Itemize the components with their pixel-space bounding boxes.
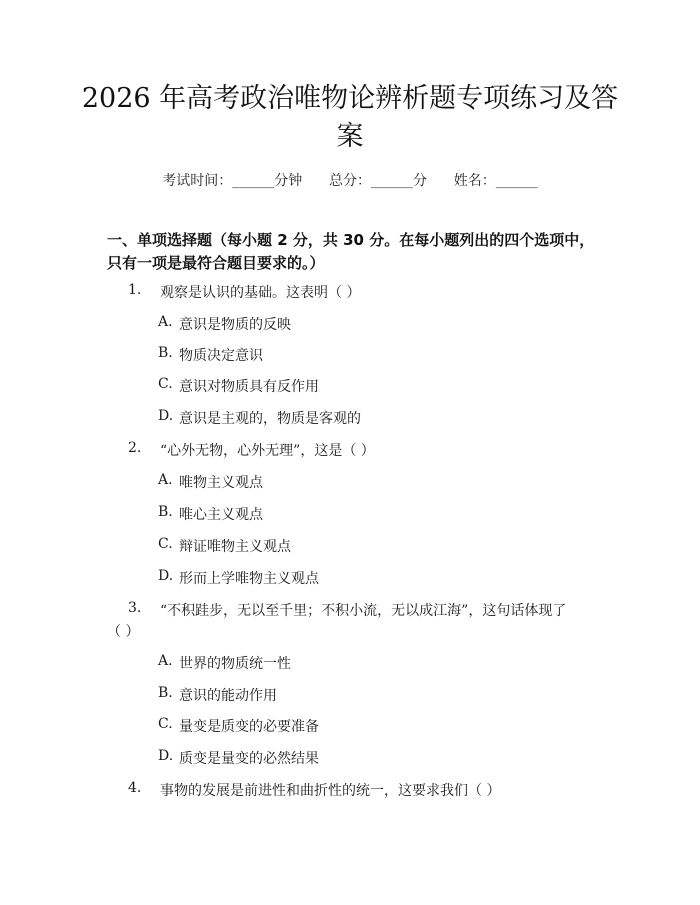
question-stem-continued: （ ） (107, 624, 140, 640)
question-stem: 事物的发展是前进性和曲折性的统一，这要求我们（ ） (160, 783, 501, 799)
title-line-2: 案 (336, 121, 364, 152)
question-number: 4. (128, 780, 142, 796)
question-number: 3. (128, 600, 142, 616)
section-heading: 一、单项选择题（每小题 2 分，共 30 分。在每小题列出的四个选项中，只有一项是最符合题目要求的。） (107, 231, 595, 272)
option-letter: B. (158, 345, 173, 361)
option-letter: B. (158, 504, 173, 520)
question-stem: 观察是认识的基础。这表明（ ） (160, 285, 361, 301)
option-text: 意识是物质的反映 (179, 317, 291, 333)
exam-info-line: 考试时间：______分钟 总分：______分 姓名：______ (162, 173, 538, 189)
option-text: 意识的能动作用 (179, 688, 277, 704)
option-letter: A. (158, 314, 173, 330)
option-letter: C. (158, 536, 173, 552)
option-text: 量变是质变的必要准备 (179, 719, 319, 735)
option-letter: C. (158, 716, 173, 732)
option-letter: C. (158, 376, 173, 392)
option-letter: A. (158, 472, 173, 488)
option-letter: B. (158, 685, 173, 701)
option-text: 唯心主义观点 (179, 507, 263, 523)
question-stem: “不积跬步，无以至千里；不积小流，无以成江海”，这句话体现了 (160, 603, 567, 619)
option-text: 意识对物质具有反作用 (179, 379, 319, 395)
option-text: 形而上学唯物主义观点 (179, 571, 319, 587)
question-stem: “心外无物，心外无理”，这是（ ） (160, 443, 375, 459)
option-text: 质变是量变的必然结果 (179, 751, 319, 767)
option-letter: D. (158, 408, 174, 424)
option-text: 意识是主观的，物质是客观的 (179, 411, 361, 427)
option-letter: D. (158, 748, 174, 764)
question-number: 2. (128, 440, 142, 456)
option-text: 辩证唯物主义观点 (179, 539, 291, 555)
option-text: 物质决定意识 (179, 348, 263, 364)
title-line-1: 2026 年高考政治唯物论辨析题专项练习及答 (81, 83, 619, 114)
page-title (0, 80, 700, 156)
option-text: 世界的物质统一性 (179, 656, 291, 672)
option-letter: D. (158, 568, 174, 584)
option-letter: A. (158, 653, 173, 669)
question-number: 1. (128, 282, 142, 298)
option-text: 唯物主义观点 (179, 475, 263, 491)
